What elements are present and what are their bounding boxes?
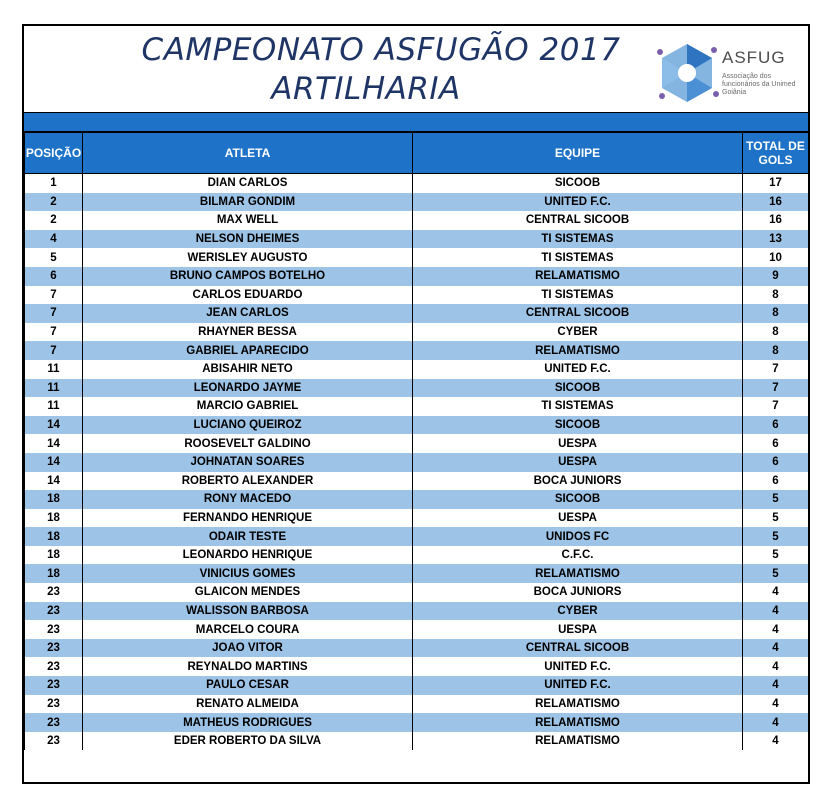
cell-team: RELAMATISMO — [413, 695, 743, 714]
cell-position: 7 — [25, 323, 83, 342]
cell-position: 7 — [25, 341, 83, 360]
cell-goals: 13 — [743, 230, 809, 249]
cell-goals: 8 — [743, 341, 809, 360]
table-row — [25, 453, 809, 472]
logo-name: ASFUG — [722, 48, 786, 67]
table-row — [25, 397, 809, 416]
table-row — [25, 379, 809, 398]
title-championship: CAMPEONATO ASFUGÃO 2017 — [141, 32, 621, 68]
cell-position: 5 — [25, 248, 83, 267]
table-row — [25, 341, 809, 360]
cell-athlete: GLAICON MENDES — [83, 583, 413, 602]
cell-goals: 4 — [743, 583, 809, 602]
cell-athlete: WERISLEY AUGUSTO — [83, 248, 413, 267]
cell-position: 1 — [25, 174, 83, 193]
table-row — [25, 267, 809, 286]
cell-athlete: MAX WELL — [83, 211, 413, 230]
cell-team: RELAMATISMO — [413, 564, 743, 583]
cell-goals: 6 — [743, 472, 809, 491]
cell-goals: 4 — [743, 713, 809, 732]
cell-position: 23 — [25, 639, 83, 658]
cell-athlete: LEONARDO JAYME — [83, 379, 413, 398]
table-row — [25, 509, 809, 528]
cell-goals: 4 — [743, 657, 809, 676]
cell-team: RELAMATISMO — [413, 732, 743, 751]
cell-team: UNITED F.C. — [413, 360, 743, 379]
asfug-logo — [652, 38, 802, 108]
logo-subtitle: Associação dos funcionários da Unimed Goiânia — [722, 73, 796, 96]
cell-team: C.F.C. — [413, 546, 743, 565]
cell-goals: 9 — [743, 267, 809, 286]
cell-position: 4 — [25, 230, 83, 249]
cell-goals: 5 — [743, 490, 809, 509]
cell-team: CYBER — [413, 323, 743, 342]
table-header-row — [25, 133, 809, 174]
cell-athlete: FERNANDO HENRIQUE — [83, 509, 413, 528]
cell-athlete: ROOSEVELT GALDINO — [83, 434, 413, 453]
cell-goals: 4 — [743, 676, 809, 695]
header-band — [24, 112, 808, 132]
cell-position: 23 — [25, 602, 83, 621]
cell-athlete: RHAYNER BESSA — [83, 323, 413, 342]
table-row — [25, 620, 809, 639]
cell-position: 23 — [25, 620, 83, 639]
table-row — [25, 304, 809, 323]
cell-goals: 4 — [743, 602, 809, 621]
cell-athlete: BILMAR GONDIM — [83, 193, 413, 212]
table-row — [25, 174, 809, 193]
cell-athlete: CARLOS EDUARDO — [83, 286, 413, 305]
table-row — [25, 527, 809, 546]
table-row — [25, 211, 809, 230]
cell-position: 23 — [25, 695, 83, 714]
cell-position: 23 — [25, 732, 83, 751]
cell-athlete: MATHEUS RODRIGUES — [83, 713, 413, 732]
table-row — [25, 564, 809, 583]
table-row — [25, 416, 809, 435]
table-row — [25, 676, 809, 695]
cell-position: 18 — [25, 509, 83, 528]
cell-position: 7 — [25, 304, 83, 323]
cell-position: 23 — [25, 676, 83, 695]
cell-goals: 17 — [743, 174, 809, 193]
cell-team: UNITED F.C. — [413, 657, 743, 676]
cell-goals: 4 — [743, 639, 809, 658]
cell-goals: 6 — [743, 434, 809, 453]
scorers-table — [24, 132, 809, 750]
cell-goals: 5 — [743, 509, 809, 528]
title-top-scorers: ARTILHARIA — [271, 71, 461, 107]
cell-position: 14 — [25, 453, 83, 472]
cell-goals: 5 — [743, 546, 809, 565]
header-total-goals: TOTAL DE GOLS — [743, 133, 809, 174]
title-area — [24, 26, 808, 112]
table-row — [25, 583, 809, 602]
table-row — [25, 323, 809, 342]
cell-athlete: REYNALDO MARTINS — [83, 657, 413, 676]
cell-team: CENTRAL SICOOB — [413, 211, 743, 230]
table-row — [25, 546, 809, 565]
cell-team: UESPA — [413, 434, 743, 453]
cell-goals: 4 — [743, 620, 809, 639]
cell-team: BOCA JUNIORS — [413, 583, 743, 602]
cell-position: 14 — [25, 434, 83, 453]
table-row — [25, 193, 809, 212]
cell-athlete: JOHNATAN SOARES — [83, 453, 413, 472]
cell-position: 11 — [25, 360, 83, 379]
table-row — [25, 360, 809, 379]
cell-position: 23 — [25, 713, 83, 732]
cell-team: RELAMATISMO — [413, 267, 743, 286]
cell-position: 6 — [25, 267, 83, 286]
cell-athlete: JEAN CARLOS — [83, 304, 413, 323]
cell-position: 7 — [25, 286, 83, 305]
table-row — [25, 248, 809, 267]
cell-position: 18 — [25, 546, 83, 565]
header-position: POSIÇÃO — [25, 133, 83, 174]
cell-team: UNITED F.C. — [413, 676, 743, 695]
cell-athlete: MARCELO COURA — [83, 620, 413, 639]
cell-position: 11 — [25, 379, 83, 398]
cell-goals: 8 — [743, 304, 809, 323]
cell-team: UESPA — [413, 509, 743, 528]
table-row — [25, 230, 809, 249]
cell-goals: 4 — [743, 732, 809, 751]
cell-goals: 16 — [743, 211, 809, 230]
cell-athlete: ROBERTO ALEXANDER — [83, 472, 413, 491]
cell-goals: 4 — [743, 695, 809, 714]
cell-team: TI SISTEMAS — [413, 248, 743, 267]
table-body — [25, 174, 809, 751]
table-row — [25, 713, 809, 732]
cell-team: TI SISTEMAS — [413, 397, 743, 416]
asfug-logo-icon — [652, 38, 722, 108]
table-row — [25, 695, 809, 714]
cell-position: 14 — [25, 416, 83, 435]
cell-position: 14 — [25, 472, 83, 491]
cell-athlete: JOAO VITOR — [83, 639, 413, 658]
cell-athlete: ODAIR TESTE — [83, 527, 413, 546]
cell-position: 2 — [25, 193, 83, 212]
cell-athlete: WALISSON BARBOSA — [83, 602, 413, 621]
cell-athlete: NELSON DHEIMES — [83, 230, 413, 249]
scoreboard-sheet — [22, 24, 810, 784]
cell-athlete: ABISAHIR NETO — [83, 360, 413, 379]
cell-goals: 8 — [743, 286, 809, 305]
cell-team: SICOOB — [413, 174, 743, 193]
cell-goals: 16 — [743, 193, 809, 212]
table-row — [25, 602, 809, 621]
table-row — [25, 639, 809, 658]
cell-goals: 7 — [743, 397, 809, 416]
cell-position: 23 — [25, 657, 83, 676]
cell-athlete: RENATO ALMEIDA — [83, 695, 413, 714]
cell-athlete: DIAN CARLOS — [83, 174, 413, 193]
cell-athlete: LUCIANO QUEIROZ — [83, 416, 413, 435]
cell-team: TI SISTEMAS — [413, 286, 743, 305]
table-row — [25, 732, 809, 751]
cell-team: UESPA — [413, 453, 743, 472]
cell-athlete: PAULO CESAR — [83, 676, 413, 695]
table-row — [25, 286, 809, 305]
cell-goals: 6 — [743, 453, 809, 472]
cell-team: RELAMATISMO — [413, 341, 743, 360]
cell-team: CENTRAL SICOOB — [413, 639, 743, 658]
header-athlete: ATLETA — [83, 133, 413, 174]
cell-team: RELAMATISMO — [413, 713, 743, 732]
cell-goals: 6 — [743, 416, 809, 435]
table-row — [25, 472, 809, 491]
cell-position: 18 — [25, 564, 83, 583]
cell-team: SICOOB — [413, 490, 743, 509]
cell-team: CENTRAL SICOOB — [413, 304, 743, 323]
cell-team: TI SISTEMAS — [413, 230, 743, 249]
cell-athlete: GABRIEL APARECIDO — [83, 341, 413, 360]
cell-team: SICOOB — [413, 416, 743, 435]
cell-athlete: VINICIUS GOMES — [83, 564, 413, 583]
cell-goals: 5 — [743, 527, 809, 546]
cell-athlete: BRUNO CAMPOS BOTELHO — [83, 267, 413, 286]
cell-position: 2 — [25, 211, 83, 230]
cell-athlete: RONY MACEDO — [83, 490, 413, 509]
cell-goals: 8 — [743, 323, 809, 342]
cell-athlete: EDER ROBERTO DA SILVA — [83, 732, 413, 751]
cell-team: UNITED F.C. — [413, 193, 743, 212]
cell-athlete: LEONARDO HENRIQUE — [83, 546, 413, 565]
cell-team: SICOOB — [413, 379, 743, 398]
cell-team: UNIDOS FC — [413, 527, 743, 546]
header-team: EQUIPE — [413, 133, 743, 174]
cell-position: 18 — [25, 490, 83, 509]
cell-goals: 7 — [743, 360, 809, 379]
cell-position: 23 — [25, 583, 83, 602]
table-row — [25, 657, 809, 676]
cell-team: UESPA — [413, 620, 743, 639]
cell-athlete: MARCIO GABRIEL — [83, 397, 413, 416]
table-row — [25, 434, 809, 453]
cell-team: BOCA JUNIORS — [413, 472, 743, 491]
cell-goals: 5 — [743, 564, 809, 583]
cell-goals: 7 — [743, 379, 809, 398]
cell-goals: 10 — [743, 248, 809, 267]
cell-position: 18 — [25, 527, 83, 546]
cell-team: CYBER — [413, 602, 743, 621]
table-row — [25, 490, 809, 509]
cell-position: 11 — [25, 397, 83, 416]
